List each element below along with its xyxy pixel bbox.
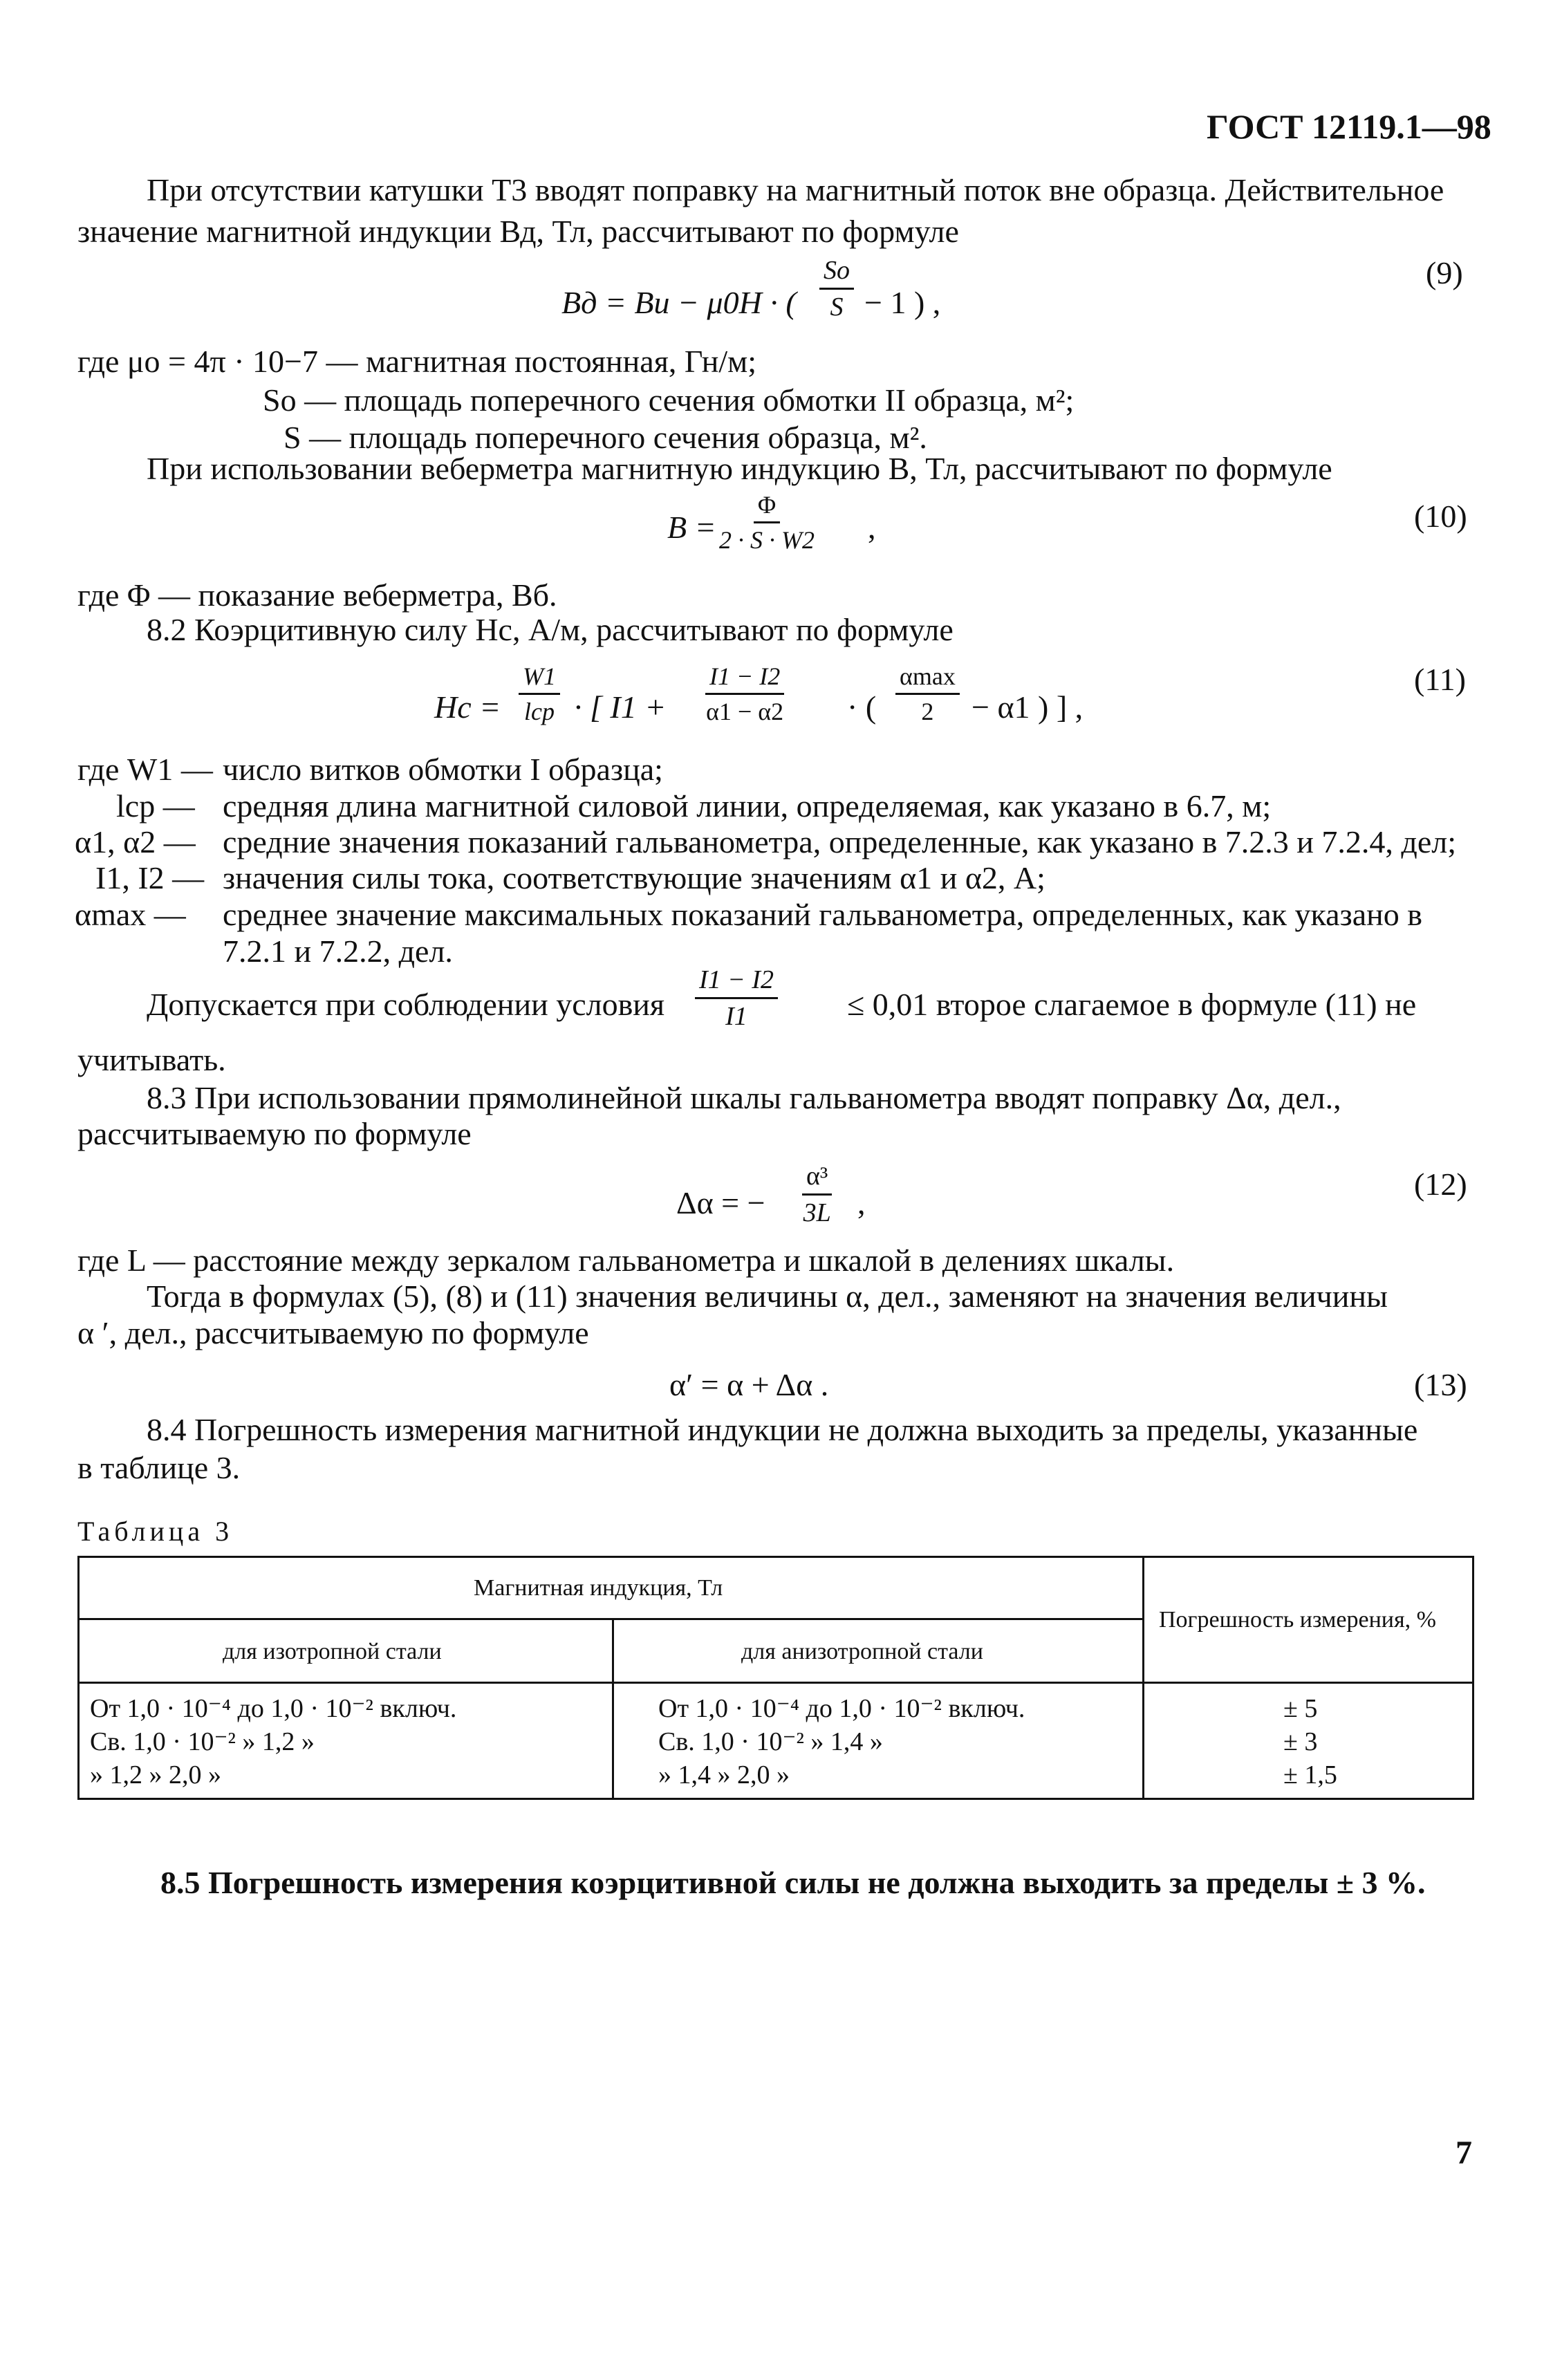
- fraction-denominator: 2 · S · W2: [719, 526, 815, 554]
- section-8-5: 8.5 Погрешность измерения коэрцитивной силы не должна выходить за пределы ± 3 %.: [160, 1865, 1426, 1900]
- formula-11-fraction-1: [519, 664, 560, 724]
- table-border: [77, 1618, 1142, 1620]
- definition-text: средняя длина магнитной силовой линии, определяемая, как указано в 6.7, м;: [223, 788, 1272, 824]
- table-cell: От 1,0 · 10⁻⁴ до 1,0 · 10⁻² включ.: [658, 1694, 1025, 1723]
- condition-fraction: [695, 967, 778, 1030]
- definition-line: где μо = 4π · 10−7 — магнитная постоянная, Гн/м;: [77, 344, 756, 379]
- table-header-cell: Погрешность измерения, %: [1159, 1607, 1436, 1633]
- fraction-denominator: lср: [524, 698, 555, 725]
- fraction-numerator: So: [819, 257, 854, 290]
- table-border: [612, 1618, 614, 1798]
- table-cell: ± 3: [1283, 1727, 1318, 1756]
- condition-text: учитывать.: [77, 1042, 226, 1077]
- formula-9-fraction: [819, 257, 854, 320]
- formula-11-lhs: Hc =: [434, 689, 501, 725]
- fraction-denominator: 2: [921, 698, 934, 725]
- definition-symbol: αmax —: [75, 897, 186, 932]
- paragraph-line: Тогда в формулах (5), (8) и (11) значения величины α, дел., заменяют на значения величины: [147, 1279, 1388, 1314]
- definition-text: число витков обмотки I образца;: [223, 752, 663, 787]
- formula-11-mid: · (: [847, 689, 877, 725]
- fraction-numerator: αmax: [895, 664, 960, 695]
- condition-text: Допускается при соблюдении условия: [147, 987, 665, 1022]
- formula-11-fraction-2: [705, 664, 784, 724]
- table-cell: Св. 1,0 · 10⁻² » 1,2 »: [90, 1727, 315, 1756]
- formula-number: (11): [1414, 662, 1466, 697]
- table-border: [77, 1556, 1474, 1558]
- table-border: [1472, 1556, 1474, 1798]
- formula-number: (12): [1414, 1166, 1467, 1202]
- paragraph-line: При использовании веберметра магнитную индукцию B, Тл, рассчитывают по формуле: [147, 451, 1332, 486]
- fraction-numerator: I1 − I2: [705, 664, 784, 695]
- section-8-4: в таблице 3.: [77, 1450, 241, 1485]
- definition-line: где L — расстояние между зеркалом гальванометра и шкалой в делениях шкалы.: [77, 1243, 1175, 1278]
- formula-12-fraction: [802, 1163, 832, 1226]
- definition-line: где Φ — показание веберметра, Вб.: [77, 577, 557, 613]
- table-cell: ± 5: [1283, 1694, 1318, 1723]
- section-8-2: 8.2 Коэрцитивную силу Hc, А/м, рассчитывают по формуле: [147, 612, 954, 647]
- formula-10-tail: ,: [868, 510, 876, 545]
- paragraph-line: значение магнитной индукции Вд, Тл, рассчитывают по формуле: [77, 214, 959, 249]
- definition-text: значения силы тока, соответствующие значениям α1 и α2, А;: [223, 860, 1045, 895]
- fraction-denominator: 3L: [803, 1198, 831, 1227]
- definition-symbol: lср —: [116, 788, 195, 824]
- fraction-numerator: W1: [519, 664, 560, 695]
- table-border: [77, 1556, 80, 1798]
- formula-9-expression: Bд = Bи − μ0H · (: [561, 285, 797, 320]
- definition-line: S — площадь поперечного сечения образца, м².: [283, 420, 927, 455]
- definition-symbol: где W1 —: [77, 752, 213, 787]
- paragraph-line: α ′, дел., рассчитываемую по формуле: [77, 1315, 589, 1350]
- definition-symbol: α1, α2 —: [75, 824, 196, 859]
- formula-12-tail: ,: [857, 1185, 866, 1220]
- section-8-4: 8.4 Погрешность измерения магнитной индукции не должна выходить за пределы, указанные: [147, 1412, 1418, 1447]
- definition-text: среднее значение максимальных показаний гальванометра, определенных, как указано в: [223, 897, 1422, 932]
- table-border: [1142, 1556, 1144, 1798]
- definition-text: средние значения показаний гальванометра, определенные, как указано в 7.2.3 и 7.2.4, дел;: [223, 824, 1456, 859]
- table-border: [77, 1682, 1474, 1684]
- formula-11-fraction-3: [895, 664, 960, 724]
- page-number: 7: [1456, 2135, 1472, 2171]
- table-header-cell: для изотропной стали: [223, 1639, 442, 1664]
- fraction-denominator: α1 − α2: [706, 698, 784, 725]
- condition-text: ≤ 0,01 второе слагаемое в формуле (11) не: [847, 987, 1417, 1022]
- table-cell: ± 1,5: [1283, 1760, 1337, 1789]
- fraction-numerator: I1 − I2: [695, 967, 778, 999]
- formula-13-expression: α′ = α + Δα .: [669, 1367, 829, 1402]
- fraction-numerator: Φ: [754, 492, 780, 523]
- formula-9-tail: − 1 ) ,: [864, 285, 941, 320]
- fraction-numerator: α³: [802, 1163, 832, 1196]
- paragraph-line: При отсутствии катушки Т3 вводят поправку на магнитный поток вне образца. Действительное: [147, 172, 1444, 207]
- definition-line: So — площадь поперечного сечения обмотки II образца, м²;: [263, 382, 1075, 418]
- formula-number: (10): [1414, 499, 1467, 534]
- table-header-group: Магнитная индукция, Тл: [474, 1575, 723, 1601]
- formula-11-tail: − α1 ) ] ,: [971, 689, 1084, 725]
- document-header: ГОСТ 12119.1—98: [1207, 107, 1491, 146]
- formula-11-mid: · [ I1 +: [574, 689, 667, 725]
- fraction-denominator: I1: [725, 1002, 747, 1031]
- section-8-3: рассчитываемую по формуле: [77, 1116, 472, 1151]
- table-caption: Таблица 3: [77, 1516, 234, 1547]
- definition-continuation: 7.2.1 и 7.2.2, дел.: [223, 933, 453, 969]
- formula-10-fraction: [719, 492, 815, 552]
- table-cell: » 1,2 » 2,0 »: [90, 1760, 221, 1789]
- section-8-3: 8.3 При использовании прямолинейной шкалы гальванометра вводят поправку Δα, дел.,: [147, 1080, 1341, 1115]
- definition-symbol: I1, I2 —: [95, 860, 205, 895]
- table-header-cell: для анизотропной стали: [741, 1639, 983, 1664]
- formula-12-lhs: Δα = −: [676, 1185, 765, 1220]
- formula-10-lhs: B =: [667, 510, 716, 545]
- formula-number: (13): [1414, 1367, 1467, 1402]
- table-cell: Св. 1,0 · 10⁻² » 1,4 »: [658, 1727, 883, 1756]
- table-cell: От 1,0 · 10⁻⁴ до 1,0 · 10⁻² включ.: [90, 1694, 457, 1723]
- formula-number: (9): [1426, 255, 1463, 290]
- table-border: [77, 1798, 1474, 1800]
- fraction-denominator: S: [830, 292, 844, 322]
- table-cell: » 1,4 » 2,0 »: [658, 1760, 790, 1789]
